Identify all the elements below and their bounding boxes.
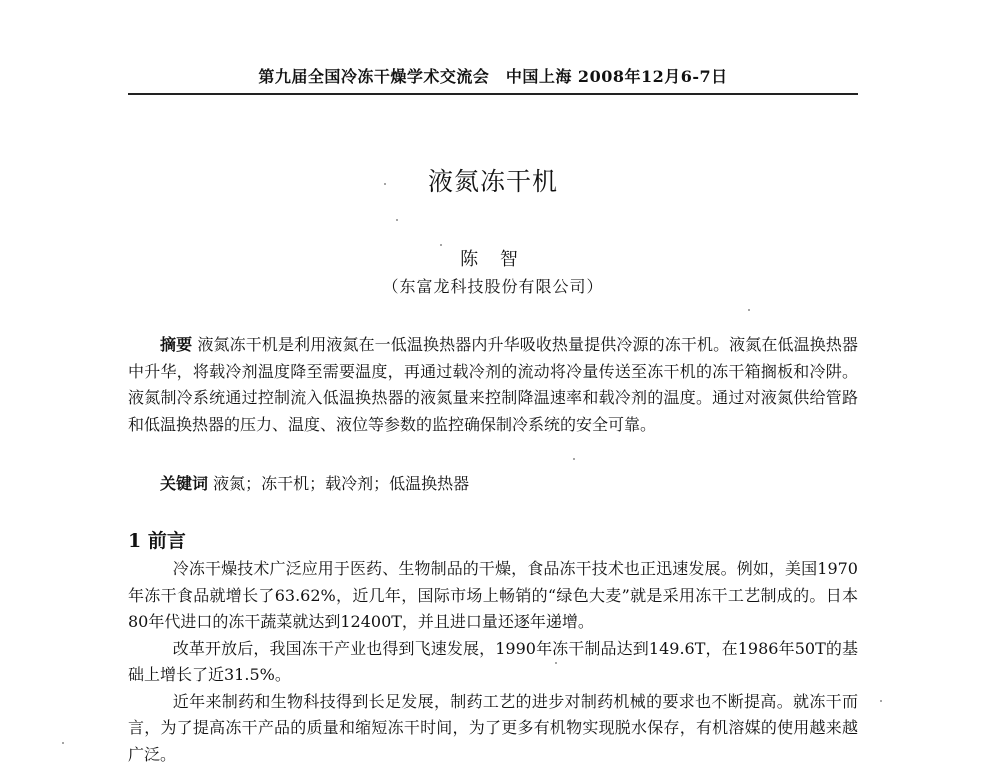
- scan-speck: [440, 244, 442, 246]
- abstract-text: 液氮冻干机是利用液氮在一低温换热器内升华吸收热量提供冷源的冻干机。液氮在低温换热器中升华，将载冷剂温度降至需要温度，再通过载冷剂的流动将冷量传送至冻干机的冻干箱搁板和冷阱。液氮制冷系统通过控制流入低温换热器的液氮量来控制降温速率和载冷剂的温度。通过对液氮供给管路和低温换热器的压力、温度、液位等参数的监控确保制冷系统的安全可靠。: [128, 335, 858, 434]
- section-body: [128, 556, 858, 768]
- scan-speck: [880, 700, 882, 702]
- conference-header: 第九届全国冷冻干燥学术交流会 中国上海 2008年12月6-7日: [128, 64, 858, 90]
- author-affiliation: （东富龙科技股份有限公司）: [128, 274, 858, 300]
- paragraph: 近年来制药和生物科技得到长足发展，制药工艺的进步对制药机械的要求也不断提高。就冻干而言，为了提高冻干产品的质量和缩短冻干时间，为了更多有机物实现脱水保存，有机溶媒的使用越来越广泛。: [128, 689, 858, 768]
- abstract: [128, 332, 858, 438]
- scan-speck: [573, 458, 575, 460]
- author-name: 陈 智: [128, 247, 858, 273]
- scan-speck: [384, 183, 386, 185]
- abstract-label: 摘要: [160, 335, 192, 354]
- scan-speck: [62, 742, 64, 744]
- scan-speck: [555, 662, 557, 664]
- scan-speck: [396, 219, 398, 221]
- scan-speck: [748, 309, 750, 311]
- header-rule: [128, 93, 858, 95]
- keywords-label: 关键词: [160, 474, 208, 493]
- keywords: [128, 471, 858, 497]
- paper-title: 液氮冻干机: [128, 165, 858, 199]
- paragraph: 改革开放后，我国冻干产业也得到飞速发展，1990年冻干制品达到149.6T，在1986年50T的基础上增长了近31.5%。: [128, 636, 858, 689]
- section-heading: 1 前言: [128, 527, 858, 555]
- paragraph: 冷冻干燥技术广泛应用于医药、生物制品的干燥，食品冻干技术也正迅速发展。例如，美国1970年冻干食品就增长了63.62%，近几年，国际市场上畅销的“绿色大麦”就是采用冻干工艺制成的。日本80年代进口的冻干蔬菜就达到12400T，并且进口量还逐年递增。: [128, 556, 858, 636]
- keywords-text: 液氮；冻干机；载冷剂；低温换热器: [213, 474, 469, 493]
